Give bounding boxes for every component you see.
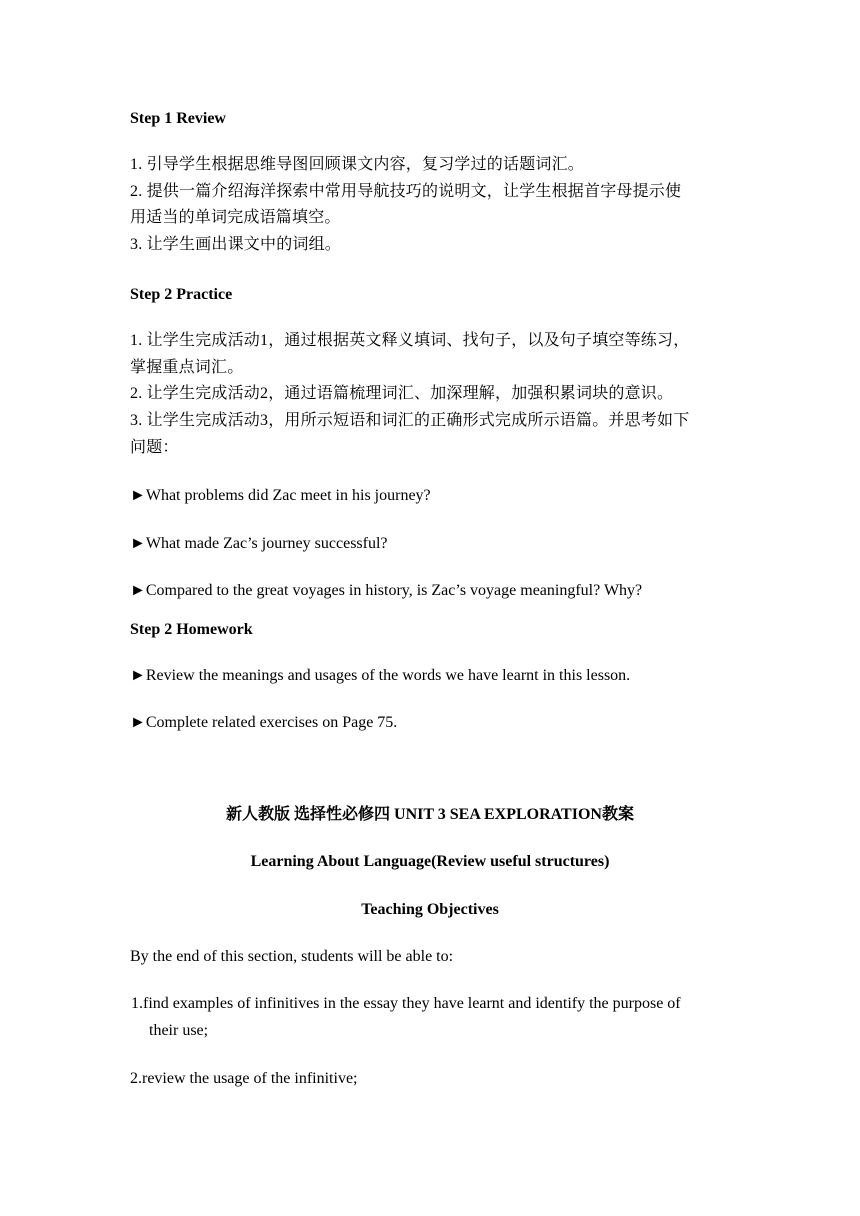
- step2-item-2: 2. 让学生完成活动2，通过语篇梳理词汇、加深理解，加强积累词块的意识。: [130, 385, 674, 402]
- question-2: ►What made Zac’s journey successful?: [130, 535, 388, 552]
- step1-item-2: 2. 提供一篇介绍海洋探索中常用导航技巧的说明文，让学生根据首字母提示使: [130, 183, 682, 200]
- objective-1: 1.find examples of infinitives in the essay they have learnt and identify the purpose of: [131, 995, 681, 1012]
- objectives-heading: Teaching Objectives: [361, 901, 499, 918]
- lesson-subtitle: Learning About Language(Review useful structures): [250, 853, 610, 870]
- step2-item-1-cont: 掌握重点词汇。: [130, 359, 244, 376]
- objectives-intro: By the end of this section, students will be able to:: [130, 948, 454, 965]
- step2-item-3: 3. 让学生完成活动3，用所示短语和词汇的正确形式完成所示语篇。并思考如下: [130, 412, 690, 429]
- question-1: ►What problems did Zac meet in his journey?: [130, 487, 431, 504]
- step1-item-1: 1. 引导学生根据思维导图回顾课文内容，复习学过的话题词汇。: [130, 156, 585, 173]
- homework-item-2: ►Complete related exercises on Page 75.: [130, 714, 398, 731]
- question-3: ►Compared to the great voyages in history, is Zac’s voyage meaningful? Why?: [130, 582, 643, 599]
- step2-homework-heading: Step 2 Homework: [130, 621, 253, 638]
- step1-heading: Step 1 Review: [130, 110, 226, 127]
- step2-item-3-cont: 问题：: [130, 439, 179, 456]
- objective-2: 2.review the usage of the infinitive;: [130, 1070, 358, 1087]
- objective-1-cont: their use;: [149, 1022, 209, 1039]
- lesson-title: 新人教版 选择性必修四 UNIT 3 SEA EXPLORATION教案: [226, 806, 634, 823]
- step2-item-1: 1. 让学生完成活动1，通过根据英文释义填词、找句子，以及句子填空等练习，: [130, 332, 690, 349]
- homework-item-1: ►Review the meanings and usages of the words we have learnt in this lesson.: [130, 667, 631, 684]
- step1-item-3: 3. 让学生画出课文中的词组。: [130, 236, 342, 253]
- step2-practice-heading: Step 2 Practice: [130, 286, 233, 303]
- step1-item-2-cont: 用适当的单词完成语篇填空。: [130, 209, 341, 226]
